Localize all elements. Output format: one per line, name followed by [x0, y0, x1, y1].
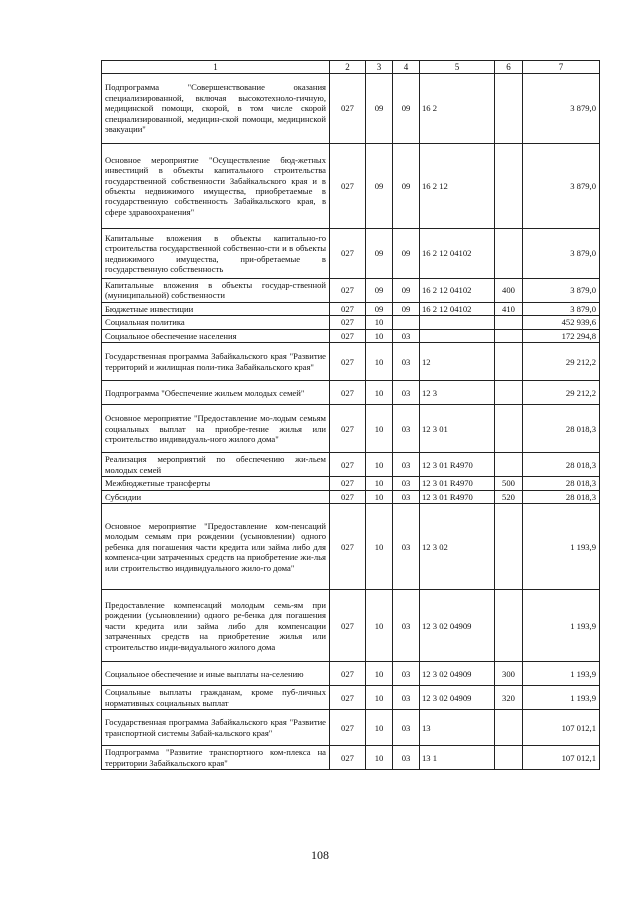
- row-amount-cell: 29 212,2: [523, 381, 600, 405]
- row-amount-cell: 3 879,0: [523, 229, 600, 279]
- row-section-cell: 10: [366, 686, 393, 710]
- table-row: [102, 477, 600, 490]
- row-name-cell: Предоставление компенсаций молодым семь-ям при рождении (усыновлении) одного ре-бенка для погашения части кредита или займа либо для компенсации затраченных средств на приобретение жилья или строительство инди-видуального жилого дома: [102, 590, 330, 662]
- row-subsection-cell: 09: [393, 144, 420, 229]
- row-name-cell: Основное мероприятие "Предоставление ком-пенсаций молодым семьям при рождении (усыновлении) одного ребенка для погашения части кредита или займа либо для компенса-ции затраченных средств на приобретение жи-лья или строительство индивидуального жило-го дома": [102, 504, 330, 590]
- row-subsection-cell: 03: [393, 590, 420, 662]
- row-grbs-cell: 027: [330, 343, 366, 381]
- row-subsection-cell: 03: [393, 381, 420, 405]
- row-expense-type-cell: 410: [495, 302, 523, 315]
- row-expense-type-cell: [495, 504, 523, 590]
- row-subsection-cell: 03: [393, 329, 420, 342]
- row-target-article-cell: 16 2 12 04102: [420, 229, 495, 279]
- table-row: [102, 144, 600, 229]
- row-name-cell: Основное мероприятие "Предоставление мо-лодым семьям социальных выплат на приобре-тение жилья или строительство индивидуаль-ного жилого дома": [102, 405, 330, 453]
- table-row: [102, 504, 600, 590]
- row-amount-cell: 1 193,9: [523, 662, 600, 686]
- row-subsection-cell: 09: [393, 279, 420, 303]
- row-subsection-cell: 03: [393, 490, 420, 503]
- row-expense-type-cell: [495, 74, 523, 144]
- row-amount-cell: 28 018,3: [523, 477, 600, 490]
- row-section-cell: 10: [366, 329, 393, 342]
- table-row: [102, 590, 600, 662]
- table-row: [102, 746, 600, 770]
- column-header: 5: [420, 61, 495, 74]
- column-header: 2: [330, 61, 366, 74]
- row-grbs-cell: 027: [330, 381, 366, 405]
- row-name-cell: Подпрограмма "Развитие транспортного ком-плекса на территории Забайкальского края": [102, 746, 330, 770]
- row-amount-cell: 1 193,9: [523, 504, 600, 590]
- row-target-article-cell: 13 1: [420, 746, 495, 770]
- row-subsection-cell: 09: [393, 74, 420, 144]
- table-row: [102, 686, 600, 710]
- row-name-cell: Субсидии: [102, 490, 330, 503]
- row-target-article-cell: 16 2 12: [420, 144, 495, 229]
- row-name-cell: Государственная программа Забайкальского края "Развитие территорий и жилищная поли-тика Забайкальского края": [102, 343, 330, 381]
- row-name-cell: Капитальные вложения в объекты государ-ственной (муниципальной) собственности: [102, 279, 330, 303]
- row-expense-type-cell: [495, 590, 523, 662]
- row-amount-cell: 3 879,0: [523, 144, 600, 229]
- row-subsection-cell: 03: [393, 686, 420, 710]
- table-row: [102, 490, 600, 503]
- row-section-cell: 10: [366, 504, 393, 590]
- row-section-cell: 10: [366, 662, 393, 686]
- row-name-cell: Социальная политика: [102, 316, 330, 329]
- row-subsection-cell: 03: [393, 710, 420, 746]
- row-grbs-cell: 027: [330, 453, 366, 477]
- row-section-cell: 10: [366, 590, 393, 662]
- row-grbs-cell: 027: [330, 74, 366, 144]
- row-name-cell: Капитальные вложения в объекты капитально-го строительства государственной собственно-сти и в объекты недвижимого имущества, при-обретаемые в государственную собственность: [102, 229, 330, 279]
- row-section-cell: 10: [366, 746, 393, 770]
- row-grbs-cell: 027: [330, 229, 366, 279]
- row-target-article-cell: 12 3 01 R4970: [420, 477, 495, 490]
- row-amount-cell: 28 018,3: [523, 453, 600, 477]
- row-amount-cell: 107 012,1: [523, 710, 600, 746]
- table-row: [102, 74, 600, 144]
- row-expense-type-cell: 320: [495, 686, 523, 710]
- row-subsection-cell: 03: [393, 343, 420, 381]
- row-grbs-cell: 027: [330, 504, 366, 590]
- row-expense-type-cell: [495, 405, 523, 453]
- row-section-cell: 10: [366, 405, 393, 453]
- row-expense-type-cell: 400: [495, 279, 523, 303]
- table-row: [102, 405, 600, 453]
- row-amount-cell: 3 879,0: [523, 74, 600, 144]
- row-section-cell: 10: [366, 490, 393, 503]
- table-row: [102, 381, 600, 405]
- row-grbs-cell: 027: [330, 329, 366, 342]
- row-section-cell: 10: [366, 343, 393, 381]
- row-target-article-cell: 16 2 12 04102: [420, 279, 495, 303]
- row-subsection-cell: 09: [393, 302, 420, 315]
- table-row: [102, 662, 600, 686]
- table-row: [102, 710, 600, 746]
- row-expense-type-cell: 520: [495, 490, 523, 503]
- row-subsection-cell: 03: [393, 453, 420, 477]
- row-grbs-cell: 027: [330, 662, 366, 686]
- row-name-cell: Социальные выплаты гражданам, кроме пуб-личных нормативных социальных выплат: [102, 686, 330, 710]
- row-amount-cell: 28 018,3: [523, 405, 600, 453]
- table-row: [102, 302, 600, 315]
- row-amount-cell: 3 879,0: [523, 279, 600, 303]
- row-amount-cell: 29 212,2: [523, 343, 600, 381]
- row-target-article-cell: 12 3 02 04909: [420, 590, 495, 662]
- row-section-cell: 10: [366, 710, 393, 746]
- row-grbs-cell: 027: [330, 710, 366, 746]
- row-target-article-cell: 12 3 01: [420, 405, 495, 453]
- row-amount-cell: 1 193,9: [523, 590, 600, 662]
- row-name-cell: Социальное обеспечение и иные выплаты на-селению: [102, 662, 330, 686]
- row-section-cell: 10: [366, 453, 393, 477]
- row-expense-type-cell: 300: [495, 662, 523, 686]
- row-grbs-cell: 027: [330, 316, 366, 329]
- row-section-cell: 10: [366, 381, 393, 405]
- row-name-cell: Социальное обеспечение населения: [102, 329, 330, 342]
- row-section-cell: 10: [366, 316, 393, 329]
- row-subsection-cell: [393, 316, 420, 329]
- column-header: 4: [393, 61, 420, 74]
- row-subsection-cell: 03: [393, 662, 420, 686]
- table-row: [102, 329, 600, 342]
- column-header: 7: [523, 61, 600, 74]
- row-grbs-cell: 027: [330, 746, 366, 770]
- row-grbs-cell: 027: [330, 144, 366, 229]
- row-grbs-cell: 027: [330, 590, 366, 662]
- row-expense-type-cell: [495, 329, 523, 342]
- row-name-cell: Подпрограмма "Совершенствование оказания специализированной, включая высокотехноло-гичную, медицинской помощи, скорой, в том числе скорой специализированной, медицин-ской помощи, медицинской эвакуации": [102, 74, 330, 144]
- row-target-article-cell: 12 3 02 04909: [420, 662, 495, 686]
- row-target-article-cell: 12 3 02 04909: [420, 686, 495, 710]
- row-expense-type-cell: [495, 381, 523, 405]
- row-section-cell: 09: [366, 144, 393, 229]
- row-expense-type-cell: [495, 316, 523, 329]
- page-number: 108: [311, 848, 329, 862]
- row-expense-type-cell: 500: [495, 477, 523, 490]
- row-target-article-cell: 12: [420, 343, 495, 381]
- row-expense-type-cell: [495, 710, 523, 746]
- row-section-cell: 09: [366, 74, 393, 144]
- row-name-cell: Основное мероприятие "Осуществление бюд-жетных инвестиций в объекты капитального строительства государственной собственности Забайкальского края и в объекты недвижимого имущества, приобретаемые в государственную собственность Забайкальского края, в сфере здравоохранения": [102, 144, 330, 229]
- row-section-cell: 09: [366, 302, 393, 315]
- row-section-cell: 10: [366, 477, 393, 490]
- row-amount-cell: 452 939,6: [523, 316, 600, 329]
- row-subsection-cell: 09: [393, 229, 420, 279]
- table-row: [102, 279, 600, 303]
- row-target-article-cell: [420, 329, 495, 342]
- row-name-cell: Реализация мероприятий по обеспечению жи-льем молодых семей: [102, 453, 330, 477]
- row-target-article-cell: 16 2 12 04102: [420, 302, 495, 315]
- row-expense-type-cell: [495, 229, 523, 279]
- row-grbs-cell: 027: [330, 302, 366, 315]
- row-target-article-cell: [420, 316, 495, 329]
- row-expense-type-cell: [495, 343, 523, 381]
- row-target-article-cell: 12 3 01 R4970: [420, 490, 495, 503]
- row-target-article-cell: 16 2: [420, 74, 495, 144]
- row-subsection-cell: 03: [393, 746, 420, 770]
- row-amount-cell: 3 879,0: [523, 302, 600, 315]
- table-row: [102, 316, 600, 329]
- row-target-article-cell: 13: [420, 710, 495, 746]
- row-expense-type-cell: [495, 453, 523, 477]
- row-amount-cell: 1 193,9: [523, 686, 600, 710]
- budget-table: [101, 60, 600, 770]
- row-section-cell: 09: [366, 229, 393, 279]
- column-header: 1: [102, 61, 330, 74]
- row-target-article-cell: 12 3 02: [420, 504, 495, 590]
- row-target-article-cell: 12 3: [420, 381, 495, 405]
- table-row: [102, 343, 600, 381]
- row-grbs-cell: 027: [330, 405, 366, 453]
- row-name-cell: Межбюджетные трансферты: [102, 477, 330, 490]
- row-expense-type-cell: [495, 746, 523, 770]
- table-row: [102, 453, 600, 477]
- table-header-row: [102, 61, 600, 74]
- column-header: 3: [366, 61, 393, 74]
- row-name-cell: Государственная программа Забайкальского края "Развитие транспортной системы Забай-кальского края": [102, 710, 330, 746]
- table-row: [102, 229, 600, 279]
- row-target-article-cell: 12 3 01 R4970: [420, 453, 495, 477]
- row-grbs-cell: 027: [330, 477, 366, 490]
- row-amount-cell: 172 294,8: [523, 329, 600, 342]
- row-amount-cell: 28 018,3: [523, 490, 600, 503]
- row-grbs-cell: 027: [330, 279, 366, 303]
- row-amount-cell: 107 012,1: [523, 746, 600, 770]
- row-expense-type-cell: [495, 144, 523, 229]
- row-name-cell: Подпрограмма "Обеспечение жильем молодых семей": [102, 381, 330, 405]
- row-grbs-cell: 027: [330, 490, 366, 503]
- column-header: 6: [495, 61, 523, 74]
- row-subsection-cell: 03: [393, 405, 420, 453]
- row-grbs-cell: 027: [330, 686, 366, 710]
- row-name-cell: Бюджетные инвестиции: [102, 302, 330, 315]
- row-section-cell: 09: [366, 279, 393, 303]
- row-subsection-cell: 03: [393, 477, 420, 490]
- row-subsection-cell: 03: [393, 504, 420, 590]
